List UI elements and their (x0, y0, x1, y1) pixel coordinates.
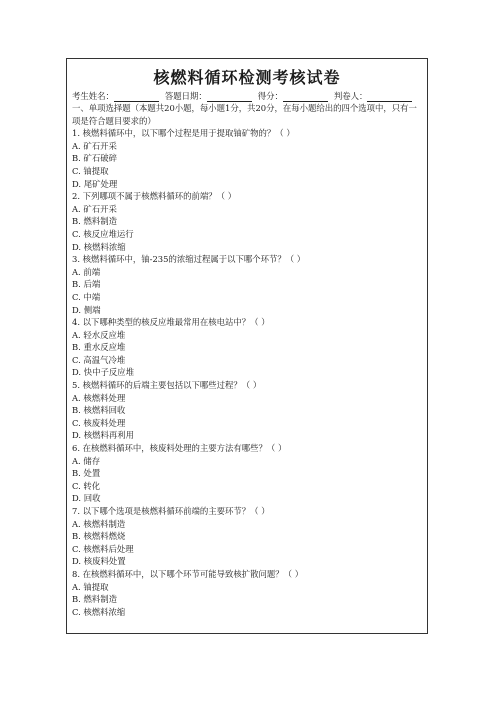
question-stem: 7. 以下哪个选项是核燃料循环前端的主要环节？（ ） (72, 506, 270, 516)
option-b: B. 后端 (72, 279, 101, 290)
option-d: D. 侧端 (72, 304, 101, 315)
option-b: B. 核燃料燃烧 (72, 531, 126, 542)
question-stem: 1. 核燃料循环中，以下哪个过程是用于提取铀矿物的？（ ） (72, 128, 295, 139)
question-list (67, 127, 427, 618)
option-b: B. 矿石破碎 (72, 153, 117, 164)
candidate-info-row (67, 90, 427, 102)
info-label: 判卷人： (333, 91, 368, 101)
score-blank (283, 92, 328, 102)
exam-paper (66, 58, 428, 634)
question-stem: 2. 下列哪项不属于核燃料循环的前端？（ ） (72, 191, 237, 202)
info-field-name (72, 90, 159, 102)
option-a: A. 矿石开采 (72, 203, 117, 214)
grader-blank (367, 92, 412, 102)
date-blank (207, 92, 252, 102)
question-stem: 5. 核燃料循环的后端主要包括以下哪些过程？（ ） (72, 380, 262, 391)
option-b: B. 燃料制造 (72, 594, 117, 605)
question-stem: 8. 在核燃料循环中，以下哪个环节可能导致核扩散问题？（ ） (72, 568, 304, 579)
option-d: D. 尾矿处理 (72, 178, 118, 189)
info-field-date (165, 90, 252, 102)
option-a: A. 核燃料制造 (72, 518, 126, 529)
info-label: 考生姓名： (72, 91, 114, 101)
option-a: A. 储存 (72, 455, 101, 466)
option-c: C. 核废料处理 (72, 417, 126, 428)
info-field-grader (334, 90, 413, 102)
info-label: 答题日期： (164, 91, 207, 101)
question-stem: 4. 以下哪种类型的核反应堆最常用在核电站中？（ ） (72, 317, 270, 328)
option-a: A. 核燃料处理 (72, 392, 126, 403)
option-c: C. 铀提取 (72, 165, 109, 176)
question-stem: 3. 核燃料循环中，铀-235的浓缩过程属于以下哪个环节？（ ） (72, 254, 306, 265)
option-c: C. 转化 (72, 480, 101, 491)
exam-title: 核燃料循环检测考核试卷 (153, 68, 341, 87)
info-label: 得分： (257, 91, 283, 101)
option-c: C. 核燃料后处理 (72, 543, 134, 554)
option-d: D. 核燃料浓缩 (72, 241, 126, 252)
option-d: D. 核废料处置 (72, 556, 126, 567)
option-b: B. 燃料制造 (72, 216, 117, 227)
option-a: A. 前端 (72, 266, 101, 277)
option-b: B. 处置 (72, 468, 101, 479)
option-c: C. 中端 (72, 291, 101, 302)
option-a: A. 铀提取 (72, 581, 109, 592)
section-instructions: 一、单项选择题（本题共20小题，每小题1分，共20分，在每小题给出的四个选项中，只有一项是符合题目要求的） (72, 103, 417, 126)
option-d: D. 核燃料再利用 (72, 430, 134, 441)
option-a: A. 轻水反应堆 (72, 329, 126, 340)
option-c: C. 高温气冷堆 (72, 354, 126, 365)
option-a: A. 矿石开采 (72, 140, 117, 151)
question-stem: 6. 在核燃料循环中，核废料处理的主要方法有哪些？（ ） (72, 443, 287, 454)
option-c: C. 核反应堆运行 (72, 228, 134, 239)
info-field-score (258, 90, 328, 102)
option-d: D. 回收 (72, 493, 101, 504)
option-b: B. 核燃料回收 (72, 405, 126, 416)
option-d: D. 快中子反应堆 (72, 367, 134, 378)
option-c: C. 核燃料浓缩 (72, 606, 126, 617)
name-blank (114, 92, 159, 102)
option-b: B. 重水反应堆 (72, 342, 126, 353)
